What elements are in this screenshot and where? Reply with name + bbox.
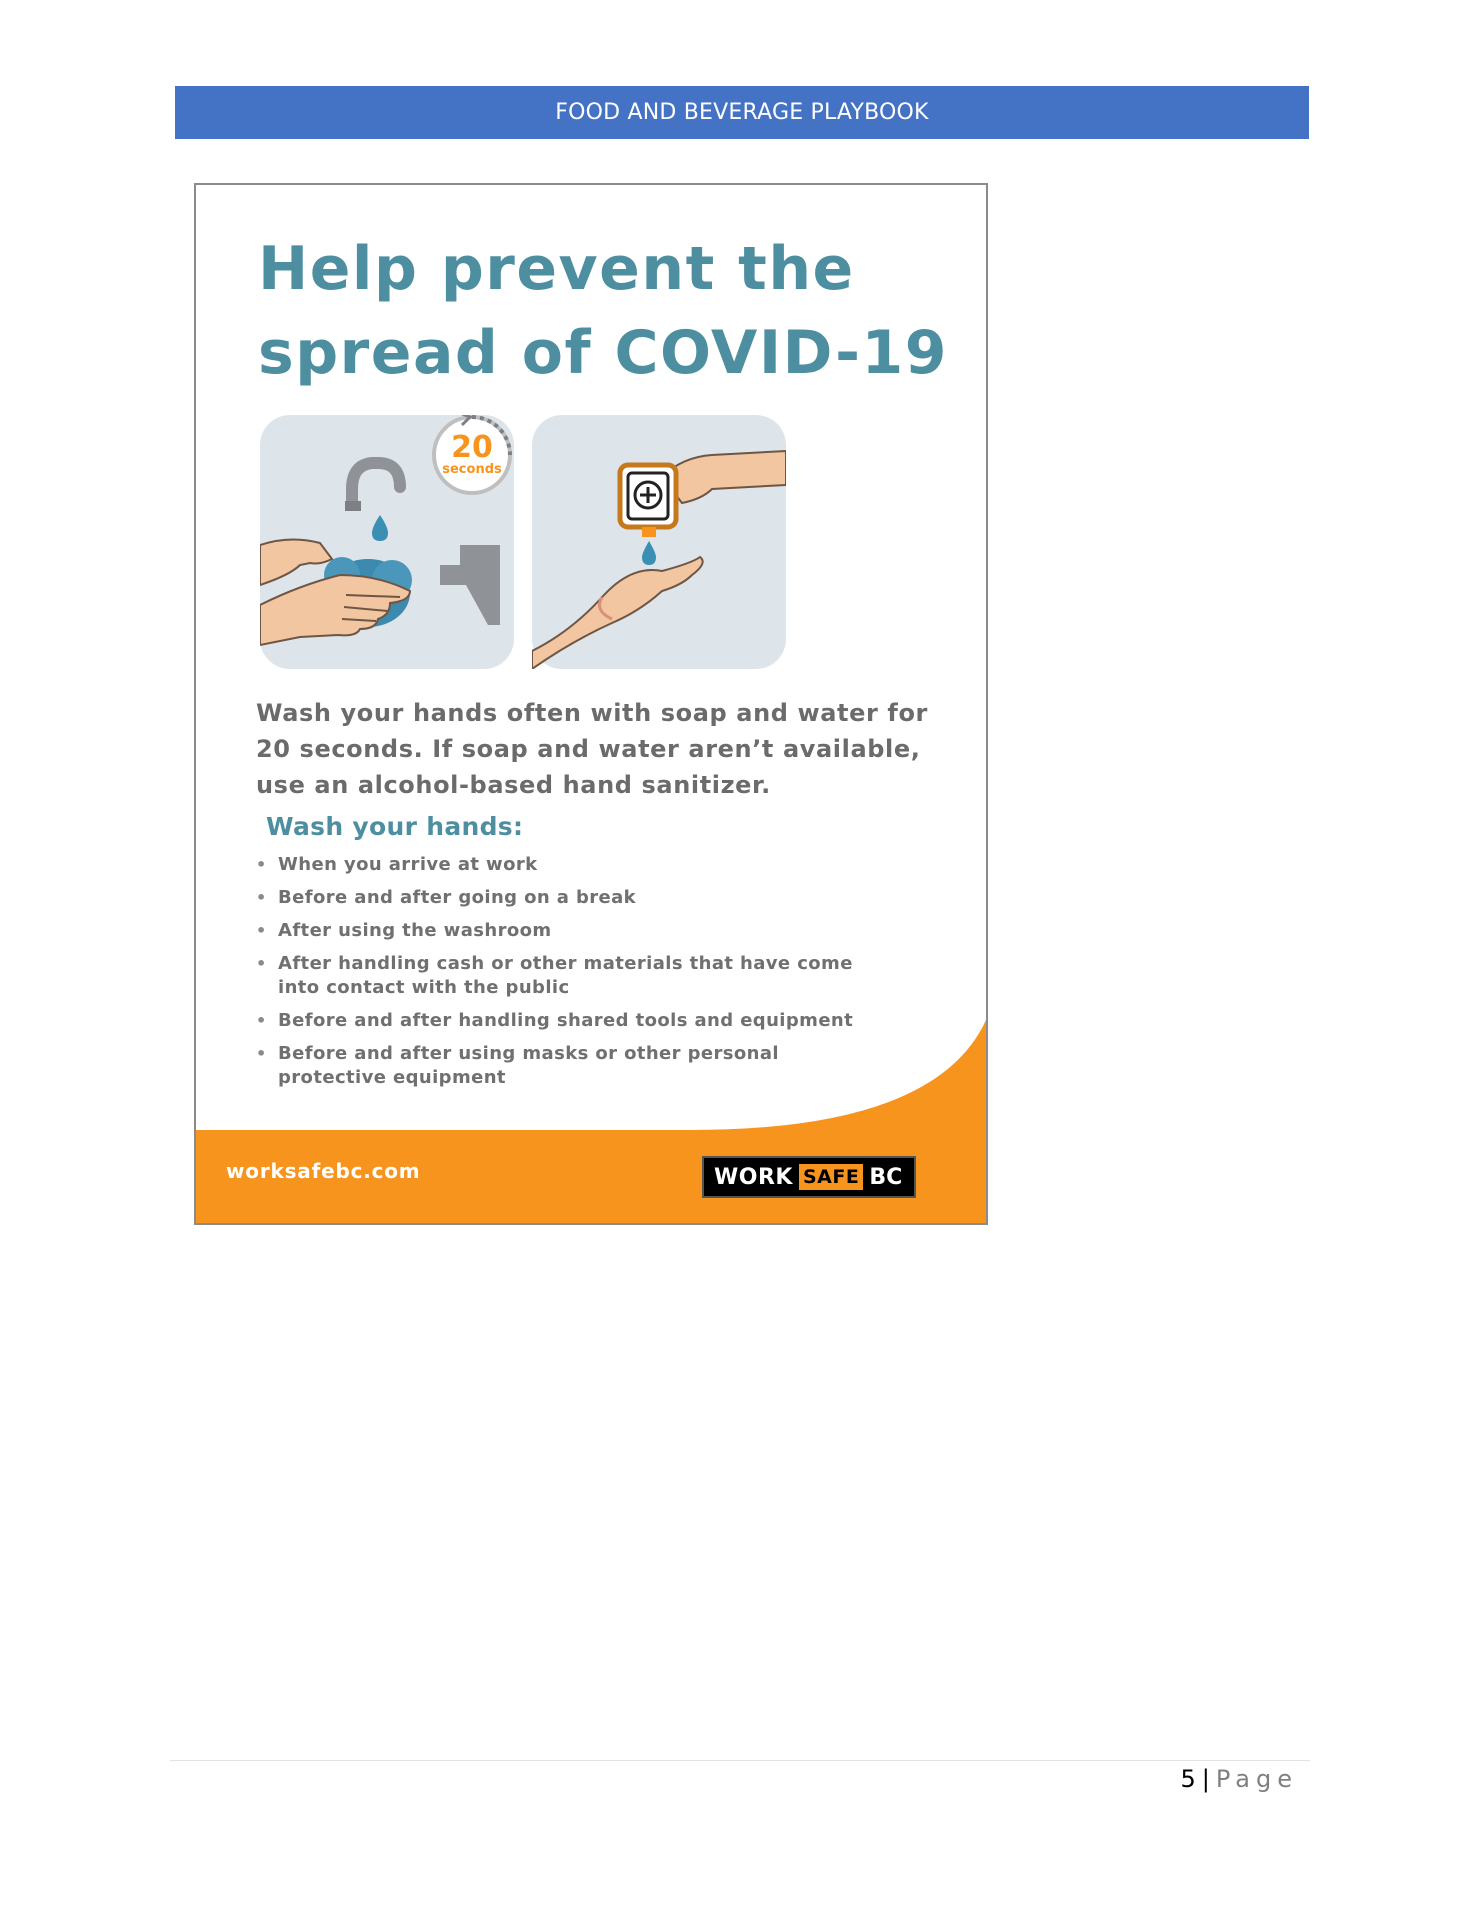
description-line-1: Wash your hands often with soap and water for xyxy=(256,699,928,727)
worksafebc-logo xyxy=(702,1156,916,1198)
page-number xyxy=(1181,1765,1298,1793)
list-item: • After handling cash or other materials that have come into contact with the public xyxy=(252,952,872,1000)
footer-divider xyxy=(170,1760,1310,1761)
poster-subheading: Wash your hands: xyxy=(266,812,524,841)
poster-website: worksafebc.com xyxy=(226,1159,421,1183)
list-item: • After using the washroom xyxy=(252,919,872,943)
poster-title xyxy=(258,227,948,395)
timer-unit: seconds xyxy=(442,462,502,477)
list-item: • Before and after handling shared tools and equipment xyxy=(252,1009,872,1033)
poster-title-line-1: Help prevent the xyxy=(258,234,855,304)
poster-title-line-2: spread of COVID-19 xyxy=(258,318,948,388)
logo-safe-text: SAFE xyxy=(799,1164,863,1190)
list-item: • Before and after going on a break xyxy=(252,886,872,910)
logo-work-text: WORK xyxy=(714,1164,793,1190)
list-item: • When you arrive at work xyxy=(252,853,872,877)
page-label: Page xyxy=(1215,1765,1298,1793)
description-line-2: 20 seconds. If soap and water aren’t available, xyxy=(256,735,921,763)
handwashing-illustration xyxy=(260,415,514,669)
timer-number: 20 xyxy=(451,430,493,465)
header-title: FOOD AND BEVERAGE PLAYBOOK xyxy=(555,100,929,125)
list-item: • Before and after using masks or other personal protective equipment xyxy=(252,1042,872,1090)
poster-description xyxy=(256,695,936,803)
page-number-separator: | xyxy=(1201,1765,1210,1793)
logo-bc-text: BC xyxy=(869,1164,903,1190)
covid-poster xyxy=(194,183,988,1225)
page-number-value: 5 xyxy=(1180,1765,1196,1793)
sanitizer-illustration xyxy=(532,415,786,669)
handwash-times-list xyxy=(252,853,872,1099)
header-bar xyxy=(175,86,1309,139)
description-line-3: use an alcohol-based hand sanitizer. xyxy=(256,771,771,799)
